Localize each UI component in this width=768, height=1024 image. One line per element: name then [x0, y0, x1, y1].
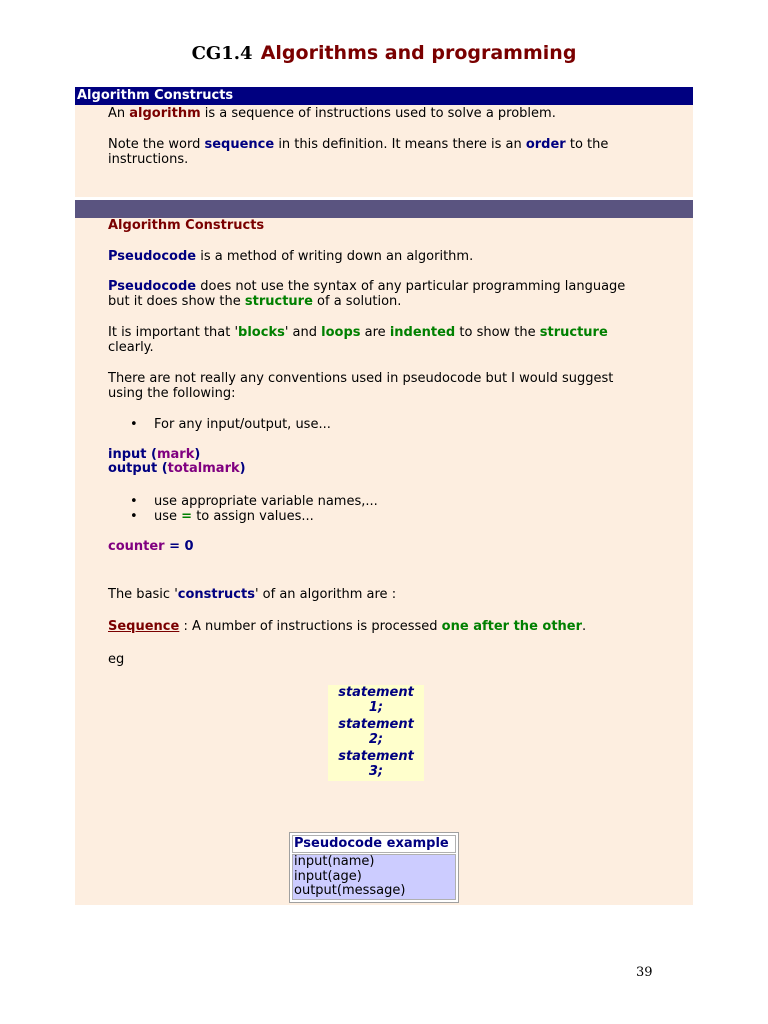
- list-item: • For any input/output, use...: [130, 417, 331, 432]
- table-body: [292, 854, 456, 900]
- list-item: • use appropriate variable names,...: [130, 494, 378, 509]
- sequence-definition: Sequence : A number of instructions is processed one after the other.: [108, 619, 587, 634]
- title-code: CG1.4: [191, 43, 253, 64]
- pseudocode-definition: Pseudocode is a method of writing down an algorithm.: [108, 249, 474, 264]
- constructs-intro: The basic 'constructs' of an algorithm are :: [108, 587, 397, 602]
- section-definition: [75, 87, 693, 197]
- title-main: Algorithms and programming: [260, 42, 577, 64]
- pseudocode-syntax-note: Pseudocode does not use the syntax of any particular programming language but it does show the structure of a solution.: [108, 279, 626, 309]
- statement-sequence-box: [328, 685, 424, 781]
- table-header: Pseudocode example: [292, 835, 456, 853]
- indentation-note: It is important that 'blocks' and loops are indented to show the structure clearly.: [108, 325, 608, 355]
- page-title: [0, 42, 768, 64]
- section-divider-bar: [75, 200, 693, 218]
- bullet-list-io: [108, 417, 331, 432]
- eg-label: eg: [108, 652, 125, 667]
- code-counter: counter = 0: [108, 539, 194, 554]
- code-line: output(message): [294, 883, 406, 898]
- conventions-note: There are not really any conventions used in pseudocode but I would suggest using the following:: [108, 371, 614, 401]
- page-number: 39: [636, 965, 653, 980]
- statement-3: statement 3;: [338, 749, 414, 779]
- section-header: Algorithm Constructs: [75, 87, 693, 105]
- statement-2: statement 2;: [338, 717, 414, 747]
- bullet-list-style: [108, 494, 378, 524]
- pseudocode-example-table: [289, 832, 459, 903]
- code-output: output (totalmark): [108, 461, 246, 476]
- code-line: input(age): [294, 868, 362, 884]
- sequence-note: Note the word sequence in this definition. It means there is an order to the instructions.: [108, 137, 609, 167]
- list-item: • use = to assign values...: [130, 509, 314, 524]
- definition-line: An algorithm is a sequence of instructions used to solve a problem.: [108, 106, 556, 121]
- section-pseudocode: [75, 200, 693, 905]
- code-input: input (mark): [108, 447, 201, 462]
- code-line: input(name): [294, 854, 375, 869]
- subheading: Algorithm Constructs: [108, 218, 265, 233]
- statement-1: statement 1;: [338, 685, 414, 715]
